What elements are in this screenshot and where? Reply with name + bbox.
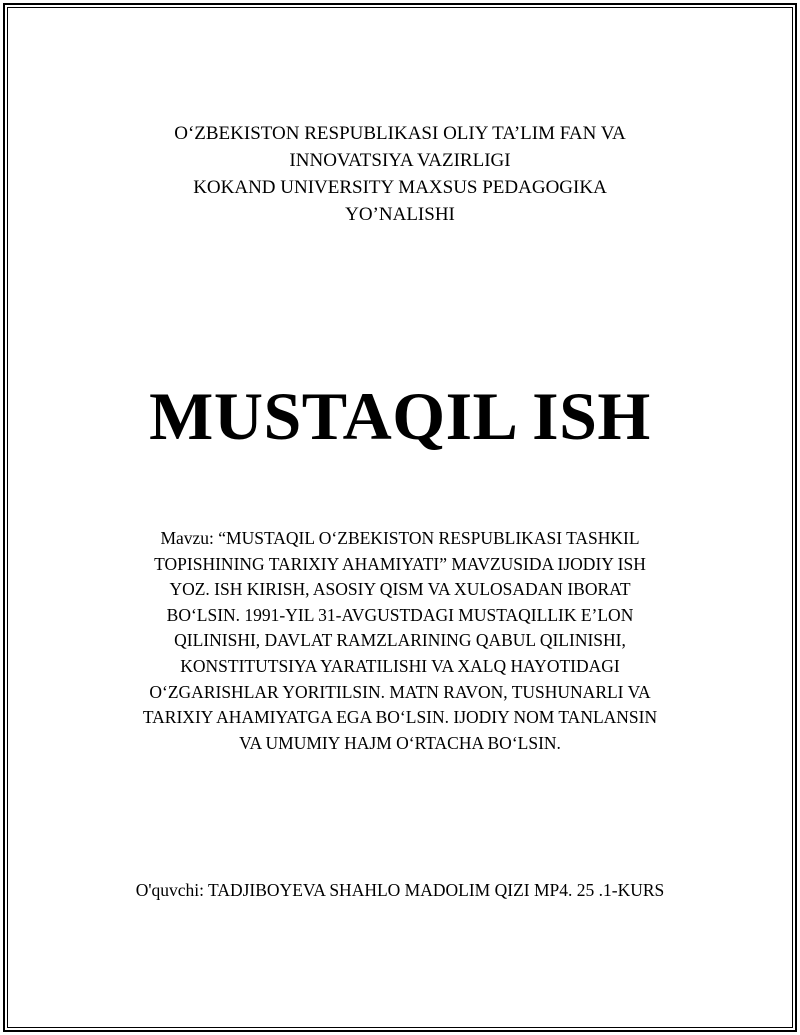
- topic-line: YOZ. ISH KIRISH, ASOSIY QISM VA XULOSADAN IBORAT: [169, 579, 631, 600]
- topic-line: O‘ZGARISHLAR YORITILSIN. MATN RAVON, TUSHUNARLI VA: [149, 681, 651, 702]
- topic-line: KONSTITUTSIYA YARATILISHI VA XALQ HAYOTIDAGI: [180, 655, 620, 676]
- student-info: O'quvchi: TADJIBOYEVA SHAHLO MADOLIM QIZI MP4. 25 .1-KURS: [135, 880, 665, 900]
- document-title: MUSTAQIL ISH: [149, 378, 651, 454]
- topic-line: TOPISHINING TARIXIY AHAMIYATI” MAVZUSIDA IJODIY ISH: [154, 553, 646, 574]
- topic-line: QILINISHI, DAVLAT RAMZLARINING QABUL QILINISHI,: [174, 630, 626, 651]
- header-line: YO’NALISHI: [345, 204, 455, 225]
- header-line: O‘ZBEKISTON RESPUBLIKASI OLIY TA’LIM FAN VA: [174, 123, 626, 144]
- header-line: KOKAND UNIVERSITY MAXSUS PEDAGOGIKA: [193, 177, 607, 198]
- topic-line: BO‘LSIN. 1991-YIL 31-AVGUSTDAGI MUSTAQILLIK E’LON: [166, 604, 634, 625]
- topic-line: Mavzu: “MUSTAQIL O‘ZBEKISTON RESPUBLIKASI TASHKIL: [160, 528, 640, 548]
- header-line: INNOVATSIYA VAZIRLIGI: [289, 150, 511, 171]
- topic-line: TARIXIY AHAMIYATGA EGA BO‘LSIN. IJODIY NOM TANLANSIN: [142, 707, 658, 728]
- topic-paragraph: [120, 526, 680, 756]
- topic-line: VA UMUMIY HAJM O‘RTACHA BO‘LSIN.: [239, 732, 561, 753]
- institution-header: [0, 120, 800, 228]
